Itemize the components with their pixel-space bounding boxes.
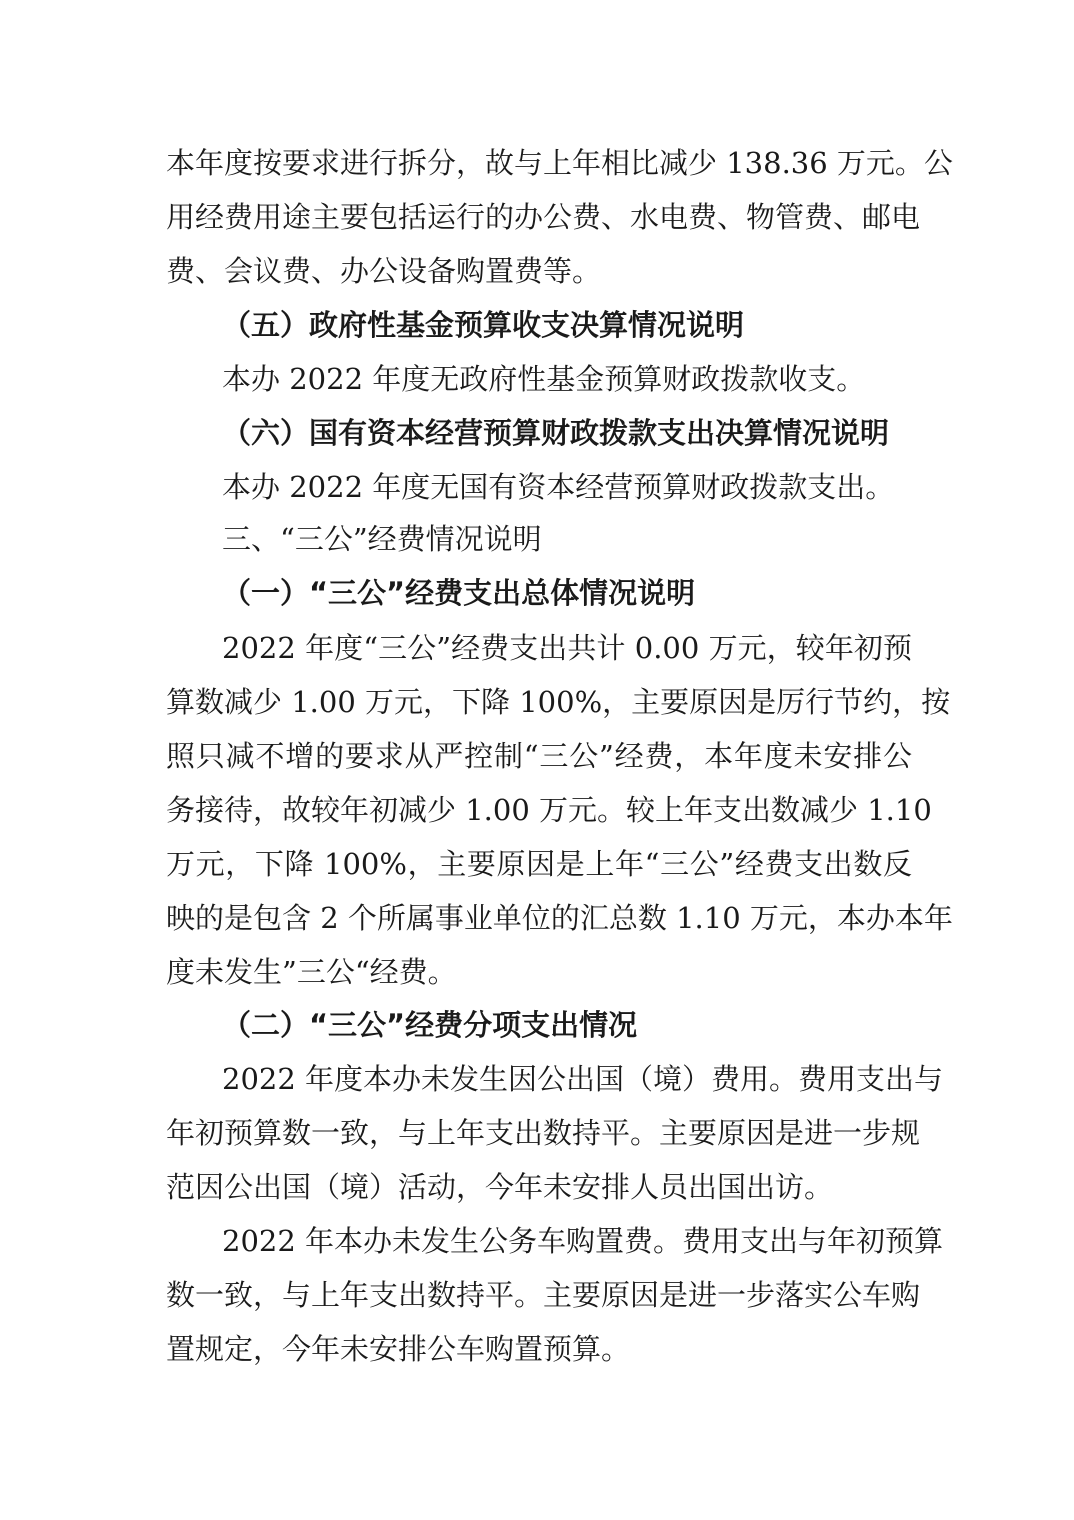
paragraph-line: 务接待，故较年初减少 1.00 万元。较上年支出数减少 1.10: [166, 793, 932, 827]
section-heading-5: （五）政府性基金预算收支决算情况说明: [222, 308, 745, 342]
paragraph-line: 映的是包含 2 个所属事业单位的汇总数 1.10 万元，本办本年: [166, 901, 953, 935]
paragraph-line: 2022 年度本办未发生因公出国（境）费用。费用支出与: [222, 1062, 944, 1096]
paragraph-line: 费、会议费、办公设备购置费等。: [166, 254, 602, 288]
paragraph-line: 置规定，今年未安排公车购置预算。: [166, 1332, 631, 1366]
paragraph-line: 范因公出国（境）活动，今年未安排人员出国出访。: [166, 1170, 834, 1204]
paragraph-line: 万元，下降 100%，主要原因是上年“三公”经费支出数反: [166, 847, 912, 881]
paragraph-line: 2022 年度“三公”经费支出共计 0.00 万元，较年初预: [222, 631, 912, 665]
paragraph-line: 度未发生”三公“经费。: [166, 955, 457, 989]
paragraph-line: 数一致，与上年支出数持平。主要原因是进一步落实公车购: [166, 1278, 921, 1312]
paragraph-line: 2022 年本办未发生公务车购置费。费用支出与年初预算: [222, 1224, 944, 1258]
subsection-heading-2: （二）“三公”经费分项支出情况: [222, 1008, 638, 1042]
paragraph-line: 用经费用途主要包括运行的办公费、水电费、物管费、邮电: [166, 200, 921, 234]
paragraph-line: 算数减少 1.00 万元，下降 100%，主要原因是厉行节约，按: [166, 685, 951, 719]
subsection-heading-1: （一）“三公”经费支出总体情况说明: [222, 576, 696, 610]
paragraph-line: 本办 2022 年度无国有资本经营预算财政拨款支出。: [222, 470, 895, 504]
paragraph-line: 本办 2022 年度无政府性基金预算财政拨款收支。: [222, 362, 866, 396]
section-heading-6: （六）国有资本经营预算财政拨款支出决算情况说明: [222, 416, 890, 450]
paragraph-line: 照只减不增的要求从严控制“三公”经费，本年度未安排公: [166, 739, 912, 773]
paragraph-line: 本年度按要求进行拆分，故与上年相比减少 138.36 万元。公: [166, 146, 953, 180]
chapter-heading-3: 三、“三公”经费情况说明: [222, 522, 542, 556]
paragraph-line: 年初预算数一致，与上年支出数持平。主要原因是进一步规: [166, 1116, 921, 1150]
